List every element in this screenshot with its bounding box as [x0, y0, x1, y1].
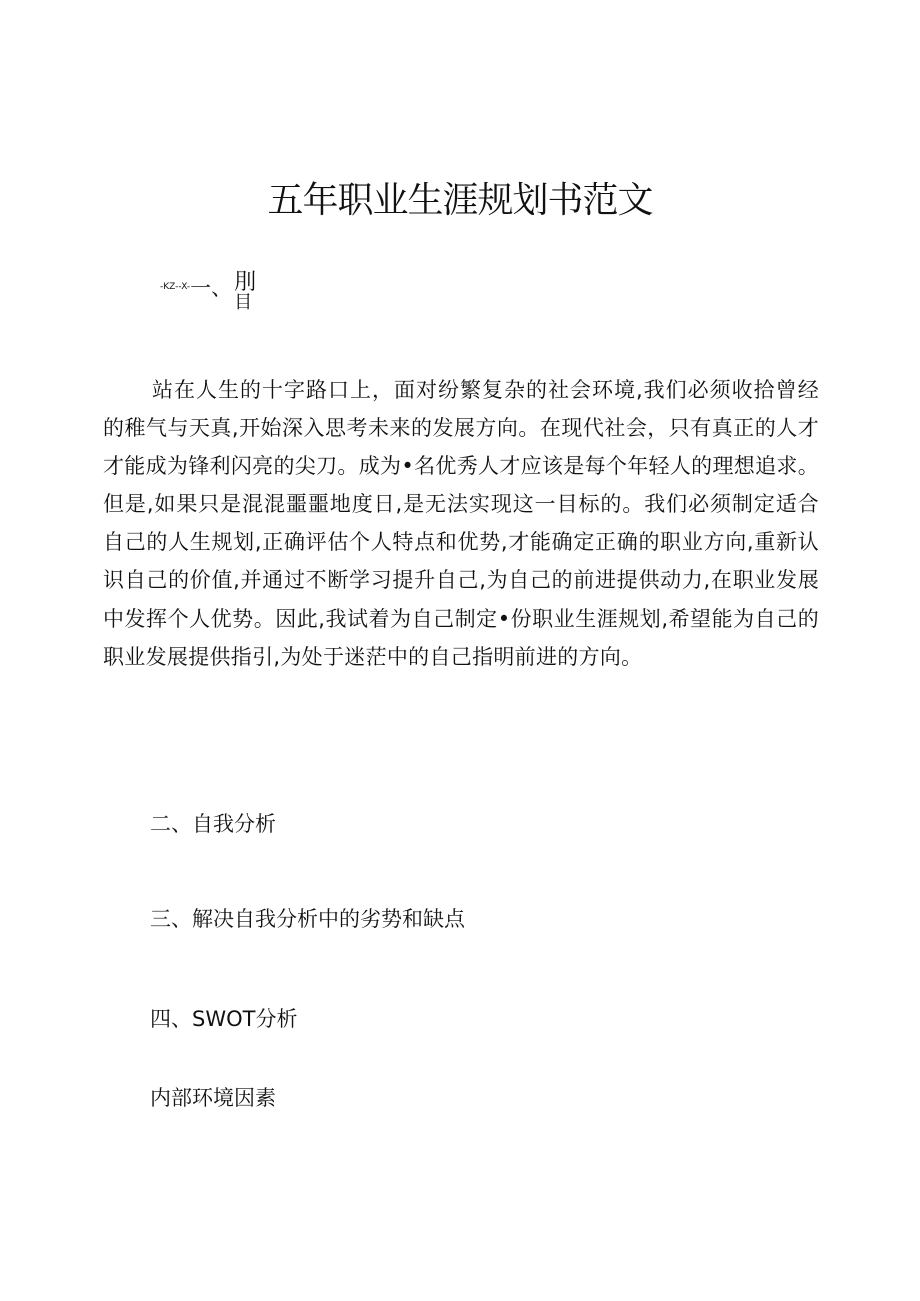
section-1-title-top: 刖 [234, 270, 257, 295]
document-title: 五年职业生涯规划书范文 [267, 180, 653, 221]
section-3-heading: 三、解决自我分析中的劣势和缺点 [150, 907, 465, 931]
section-1-title [234, 272, 256, 314]
subsection-internal-factors: 内部环境因素 [150, 1086, 276, 1110]
section-1-heading [160, 272, 256, 314]
section-1-number: 一、 [190, 276, 233, 300]
section-1-prefix: -KZ--X- [160, 281, 191, 292]
section-4-heading: 四、SWOT分析 [150, 1007, 298, 1031]
section-2-heading: 二、自我分析 [150, 812, 276, 836]
section-1-title-bottom: 目 [234, 292, 253, 313]
intro-paragraph: 站在人生的十字路口上，面对纷繁复杂的社会环境,我们必须收拾曾经的稚气与天真,开始深入思考未来的发展方向。在现代社会，只有真正的人才才能成为锋利闪亮的尖刀。成为•名优秀人才应该是每个年轻人的理想追求。但是,如果只是混混噩噩地度日,是无法实现这一目标的。我们必须制定适合自己的人生规划,正确评估个人特点和优势,才能确定正确的职业方向,重新认识自己的价值,并通过不断学习提升自己,为自己的前进提供动力,在职业发展中发挥个人优势。因此,我试着为自己制定•份职业生涯规划,希望能为自己的职业发展提供指引,为处于迷茫中的自己指明前进的方向。 [103, 378, 819, 669]
